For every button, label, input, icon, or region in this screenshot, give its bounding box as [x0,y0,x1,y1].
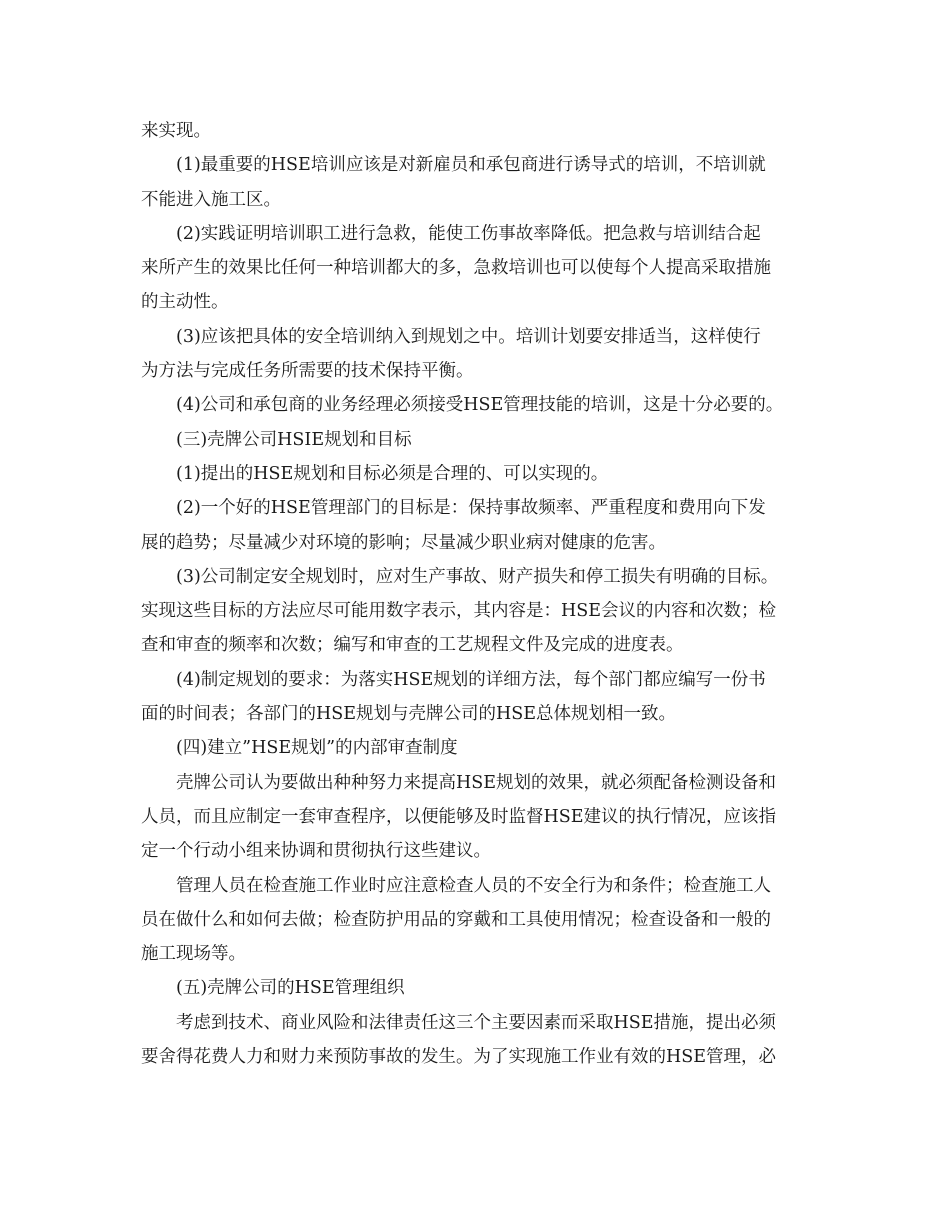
document-body [141,114,811,1074]
text-line: 人员，而且应制定一套审查程序，以便能够及时监督HSE建议的执行情况，应该指 [141,806,777,827]
text-line: 不能进入施工区。 [141,189,281,210]
section-heading: (三)壳牌公司HSIE规划和目标 [176,429,412,450]
text-line: (1)最重要的HSE培训应该是对新雇员和承包商进行诱导式的培训，不培训就 [176,155,766,176]
text-line: (3)公司制定安全规划时，应对生产事故、财产损失和停工损失有明确的目标。 [176,566,779,587]
text-line: 要舍得花费人力和财力来预防事故的发生。为了实现施工作业有效的HSE管理，必 [141,1047,777,1068]
text-line: 面的时间表；各部门的HSE规划与壳牌公司的HSE总体规划相一致。 [141,704,677,725]
text-line: (2)实践证明培训职工进行急救，能使工伤事故率降低。把急救与培训结合起 [176,223,761,244]
text-line: 实现这些目标的方法应尽可能用数字表示，其内容是：HSE会议的内容和次数；检 [141,601,777,622]
text-line: (3)应该把具体的安全培训纳入到规划之中。培训计划要安排适当，这样使行 [176,326,761,347]
text-line: 查和审查的频率和次数；编写和审查的工艺规程文件及完成的进度表。 [141,635,684,656]
text-line: 的主动性。 [141,292,229,313]
text-line: (4)公司和承包商的业务经理必须接受HSE管理技能的培训，这是十分必要的。 [176,395,784,416]
text-line: (4)制定规划的要求：为落实HSE规划的详细方法，每个部门都应编写一份书 [176,669,766,690]
text-line: 员在做什么和如何去做；检查防护用品的穿戴和工具使用情况；检查设备和一般的 [141,909,771,930]
text-line: (2)一个好的HSE管理部门的目标是：保持事故频率、严重程度和费用向下发 [176,498,766,519]
text-line: 为方法与完成任务所需要的技术保持平衡。 [141,361,474,382]
section-heading: (四)建立”HSE规划”的内部审查制度 [176,738,458,759]
text-line: 壳牌公司认为要做出种种努力来提高HSE规划的效果，就必须配备检测设备和 [176,772,777,793]
text-line: (1)提出的HSE规划和目标必须是合理的、可以实现的。 [176,463,609,484]
text-line: 管理人员在检查施工作业时应注意检查人员的不安全行为和条件；检查施工人 [176,875,771,896]
text-line: 来所产生的效果比任何一种培训都大的多，急救培训也可以使每个人提高采取措施 [141,258,771,279]
text-line: 施工现场等。 [141,944,246,965]
section-heading: (五)壳牌公司的HSE管理组织 [176,978,405,999]
text-line: 定一个行动小组来协调和贯彻执行这些建议。 [141,841,491,862]
text-line: 来实现。 [141,121,211,141]
text-line: 考虑到技术、商业风险和法律责任这三个主要因素而采取HSE措施，提出必须 [176,1012,777,1033]
text-line: 展的趋势；尽量减少对环境的影响；尽量减少职业病对健康的危害。 [141,532,666,553]
